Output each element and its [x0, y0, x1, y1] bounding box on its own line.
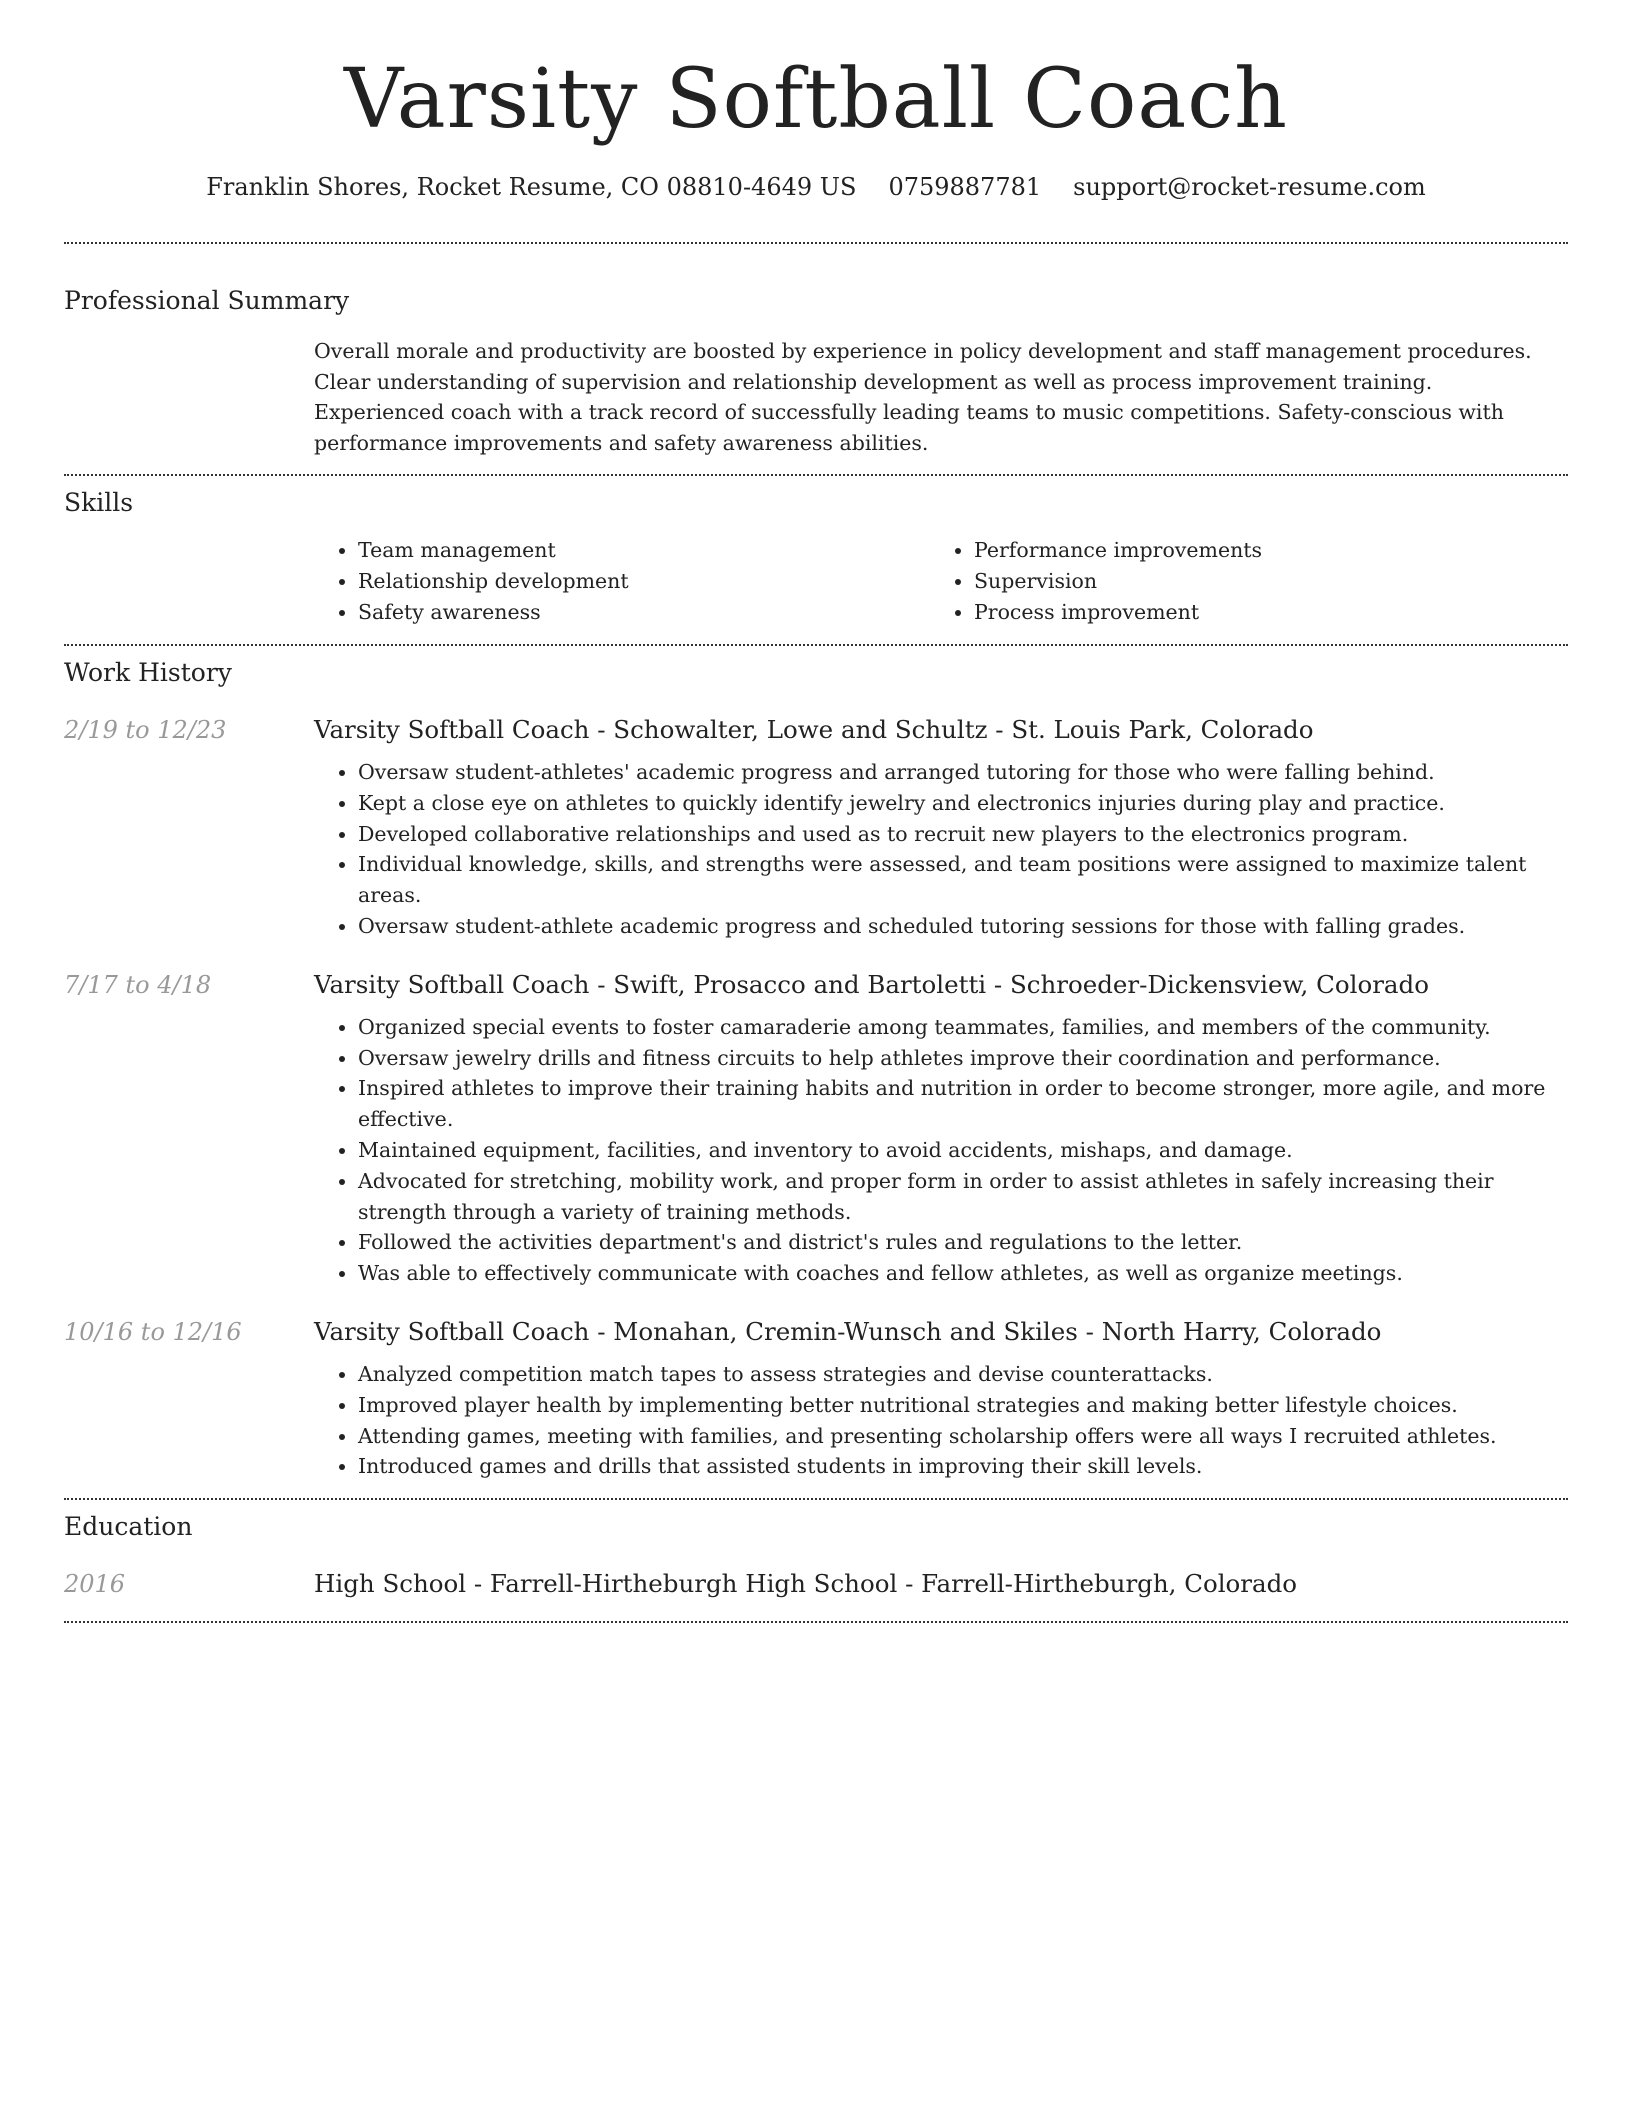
- skill-item: • Supervision: [974, 566, 1546, 597]
- job-bullet: • Was able to effectively communicate with coaches and fellow athletes, as well as organize meetings.: [358, 1258, 1568, 1289]
- job-entry: [64, 713, 1568, 942]
- contact-address: Franklin Shores, Rocket Resume, CO 08810-4649 US: [206, 173, 857, 201]
- job-bullet: • Advocated for stretching, mobility work, and proper form in order to assist athletes in safely increasing their strength through a variety of training methods.: [358, 1166, 1568, 1228]
- skill-item: • Safety awareness: [358, 597, 930, 628]
- job-dates: 2/19 to 12/23: [64, 716, 227, 744]
- skill-item: • Performance improvements: [974, 535, 1546, 566]
- summary-title: Professional Summary: [64, 286, 350, 315]
- job-heading: Varsity Softball Coach - Swift, Prosacco and Bartoletti - Schroeder-Dickensview, Colorado: [314, 969, 1429, 999]
- education-entry: [64, 1567, 1568, 1601]
- divider: [64, 474, 1568, 476]
- job-entry: [64, 968, 1568, 1289]
- skills-list: [314, 535, 1568, 628]
- job-bullet: • Individual knowledge, skills, and strengths were assessed, and team positions were assigned to maximize talent areas.: [358, 849, 1568, 911]
- summary-text: Overall morale and productivity are boosted by experience in policy development and staff management procedures. Clear understanding of supervision and relationship development as well as process improvement training. Experienced coach with a track record of successfully leading teams to music competitions. Safety-conscious with performance improvements and safety awareness abilities.: [314, 339, 1532, 455]
- job-dates: 7/17 to 4/18: [64, 970, 212, 999]
- education-heading: High School - Farrell-Hirtheburgh High School - Farrell-Hirtheburgh, Colorado: [314, 1569, 1298, 1599]
- job-bullet: • Oversaw jewelry drills and fitness circuits to help athletes improve their coordination and performance.: [358, 1043, 1568, 1074]
- education-year: 2016: [64, 1570, 126, 1599]
- skills-title: Skills: [64, 488, 134, 517]
- work-title: Work History: [64, 658, 232, 687]
- job-bullet: • Maintained equipment, facilities, and inventory to avoid accidents, mishaps, and damage.: [358, 1135, 1568, 1166]
- job-entry: [64, 1315, 1568, 1482]
- skill-item: • Relationship development: [358, 566, 930, 597]
- skills-column-right: [930, 535, 1546, 628]
- job-bullet: • Oversaw student-athletes' academic progress and arranged tutoring for those who were falling behind.: [358, 757, 1568, 788]
- divider: [64, 1498, 1568, 1500]
- job-header: [64, 1315, 1568, 1349]
- job-heading: Varsity Softball Coach - Monahan, Cremin-Wunsch and Skiles - North Harry, Colorado: [314, 1316, 1382, 1346]
- resume-name: Varsity Softball Coach: [344, 52, 1288, 147]
- job-header: [64, 968, 1568, 1002]
- job-bullets: [314, 1012, 1568, 1289]
- contact-line: [64, 170, 1568, 204]
- education-title: Education: [64, 1512, 193, 1542]
- job-bullet: • Developed collaborative relationships and used as to recruit new players to the electronics program.: [358, 819, 1568, 850]
- job-bullets: [314, 1359, 1568, 1482]
- job-bullet: • Organized special events to foster camaraderie among teammates, families, and members of the community.: [358, 1012, 1568, 1043]
- summary-section: [314, 336, 1568, 458]
- job-bullet: • Kept a close eye on athletes to quickly identify jewelry and electronics injuries during play and practice.: [358, 788, 1568, 819]
- divider: [64, 644, 1568, 646]
- job-bullet: • Introduced games and drills that assisted students in improving their skill levels.: [358, 1451, 1568, 1482]
- job-bullet: • Analyzed competition match tapes to assess strategies and devise counterattacks.: [358, 1359, 1568, 1390]
- job-header: [64, 713, 1568, 747]
- divider: [64, 1621, 1568, 1623]
- skill-item: • Process improvement: [974, 597, 1546, 628]
- contact-email: support@rocket-resume.com: [1073, 173, 1426, 201]
- divider: [64, 242, 1568, 244]
- skills-column-left: [314, 535, 930, 628]
- job-bullet: • Inspired athletes to improve their training habits and nutrition in order to become stronger, more agile, and more effective.: [358, 1073, 1568, 1135]
- job-heading: Varsity Softball Coach - Schowalter, Lowe and Schultz - St. Louis Park, Colorado: [314, 715, 1314, 744]
- job-bullet: • Oversaw student-athlete academic progress and scheduled tutoring sessions for those with falling grades.: [358, 911, 1568, 942]
- skill-item: • Team management: [358, 535, 930, 566]
- job-bullet: • Followed the activities department's and district's rules and regulations to the letter.: [358, 1227, 1568, 1258]
- job-bullet: • Improved player health by implementing better nutritional strategies and making better lifestyle choices.: [358, 1390, 1568, 1421]
- job-bullet: • Attending games, meeting with families, and presenting scholarship offers were all ways I recruited athletes.: [358, 1421, 1568, 1452]
- job-dates: 10/16 to 12/16: [64, 1317, 242, 1346]
- contact-phone: 0759887781: [888, 173, 1042, 201]
- job-bullets: [314, 757, 1568, 942]
